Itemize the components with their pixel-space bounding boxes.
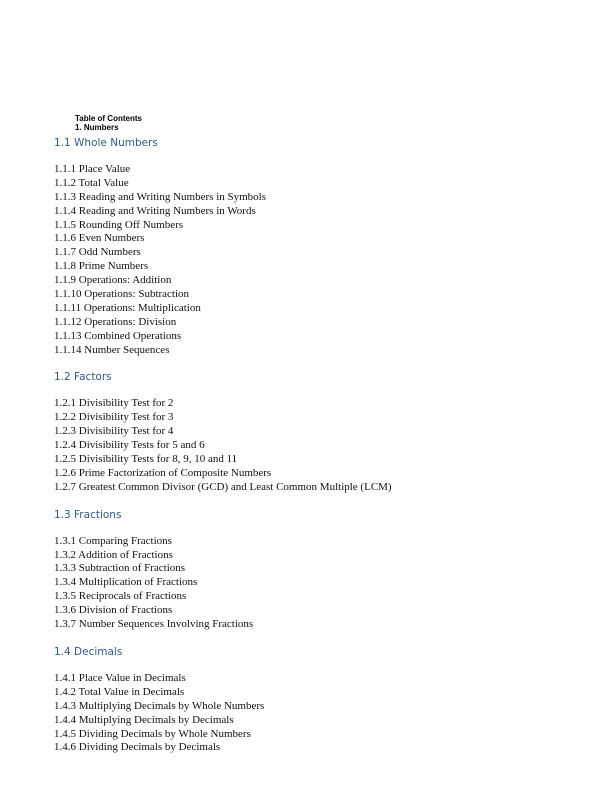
toc-entry: 1.1.9 Operations: Addition bbox=[54, 274, 172, 287]
toc-chapter: 1. Numbers bbox=[75, 123, 119, 132]
toc-entry: 1.2.5 Divisibility Tests for 8, 9, 10 and 11 bbox=[54, 453, 238, 466]
section-list bbox=[54, 672, 594, 755]
toc-entry: 1.2.1 Divisibility Test for 2 bbox=[54, 397, 174, 410]
toc-entry: 1.3.4 Multiplication of Fractions bbox=[54, 576, 198, 589]
section-list bbox=[54, 397, 594, 494]
toc-entry: 1.1.6 Even Numbers bbox=[54, 232, 145, 245]
toc-entry: 1.2.3 Divisibility Test for 4 bbox=[54, 425, 174, 438]
section-list bbox=[54, 163, 594, 357]
section-fractions bbox=[54, 508, 594, 632]
toc-entry: 1.2.7 Greatest Common Divisor (GCD) and Least Common Multiple (LCM) bbox=[54, 480, 392, 493]
section-decimals bbox=[54, 645, 594, 755]
toc-entry: 1.4.5 Dividing Decimals by Whole Numbers bbox=[54, 727, 251, 740]
toc-entry: 1.1.5 Rounding Off Numbers bbox=[54, 218, 184, 231]
toc-entry: 1.1.3 Reading and Writing Numbers in Symbols bbox=[54, 190, 267, 203]
toc-entry: 1.1.13 Combined Operations bbox=[54, 329, 182, 342]
toc-entry: 1.1.8 Prime Numbers bbox=[54, 260, 149, 273]
section-heading: 1.3 Fractions bbox=[54, 508, 122, 521]
section-heading: 1.4 Decimals bbox=[54, 645, 123, 658]
toc-entry: 1.4.3 Multiplying Decimals by Whole Numbers bbox=[54, 699, 265, 712]
toc-body bbox=[54, 136, 594, 755]
toc-entry: 1.4.1 Place Value in Decimals bbox=[54, 671, 186, 684]
toc-entry: 1.1.7 Odd Numbers bbox=[54, 246, 141, 259]
toc-entry: 1.1.12 Operations: Division bbox=[54, 315, 177, 328]
toc-entry: 1.1.1 Place Value bbox=[54, 163, 131, 175]
section-factors bbox=[54, 370, 594, 494]
toc-entry: 1.3.5 Reciprocals of Fractions bbox=[54, 590, 187, 603]
toc-entry: 1.4.6 Dividing Decimals by Decimals bbox=[54, 741, 221, 754]
toc-entry: 1.3.6 Division of Fractions bbox=[54, 604, 173, 617]
toc-entry: 1.4.4 Multiplying Decimals by Decimals bbox=[54, 713, 234, 726]
section-list bbox=[54, 535, 594, 632]
toc-title: Table of Contents bbox=[75, 114, 142, 123]
toc-entry: 1.1.2 Total Value bbox=[54, 176, 129, 189]
toc-header bbox=[75, 114, 142, 132]
toc-entry: 1.2.4 Divisibility Tests for 5 and 6 bbox=[54, 439, 205, 452]
toc-entry: 1.3.2 Addition of Fractions bbox=[54, 548, 173, 561]
toc-entry: 1.3.3 Subtraction of Fractions bbox=[54, 562, 186, 575]
toc-entry: 1.2.2 Divisibility Test for 3 bbox=[54, 411, 174, 424]
toc-entry: 1.3.7 Number Sequences Involving Fractions bbox=[54, 618, 254, 631]
toc-entry: 1.3.1 Comparing Fractions bbox=[54, 534, 172, 547]
section-heading: 1.1 Whole Numbers bbox=[54, 137, 158, 149]
toc-entry: 1.2.6 Prime Factorization of Composite Numbers bbox=[54, 466, 272, 479]
toc-entry: 1.4.2 Total Value in Decimals bbox=[54, 685, 185, 698]
toc-entry: 1.1.4 Reading and Writing Numbers in Words bbox=[54, 204, 256, 217]
toc-entry: 1.1.11 Operations: Multiplication bbox=[54, 301, 201, 314]
toc-entry: 1.1.10 Operations: Subtraction bbox=[54, 288, 190, 301]
section-whole-numbers bbox=[54, 136, 594, 357]
toc-entry: 1.1.14 Number Sequences bbox=[54, 343, 170, 356]
section-heading: 1.2 Factors bbox=[54, 371, 112, 384]
